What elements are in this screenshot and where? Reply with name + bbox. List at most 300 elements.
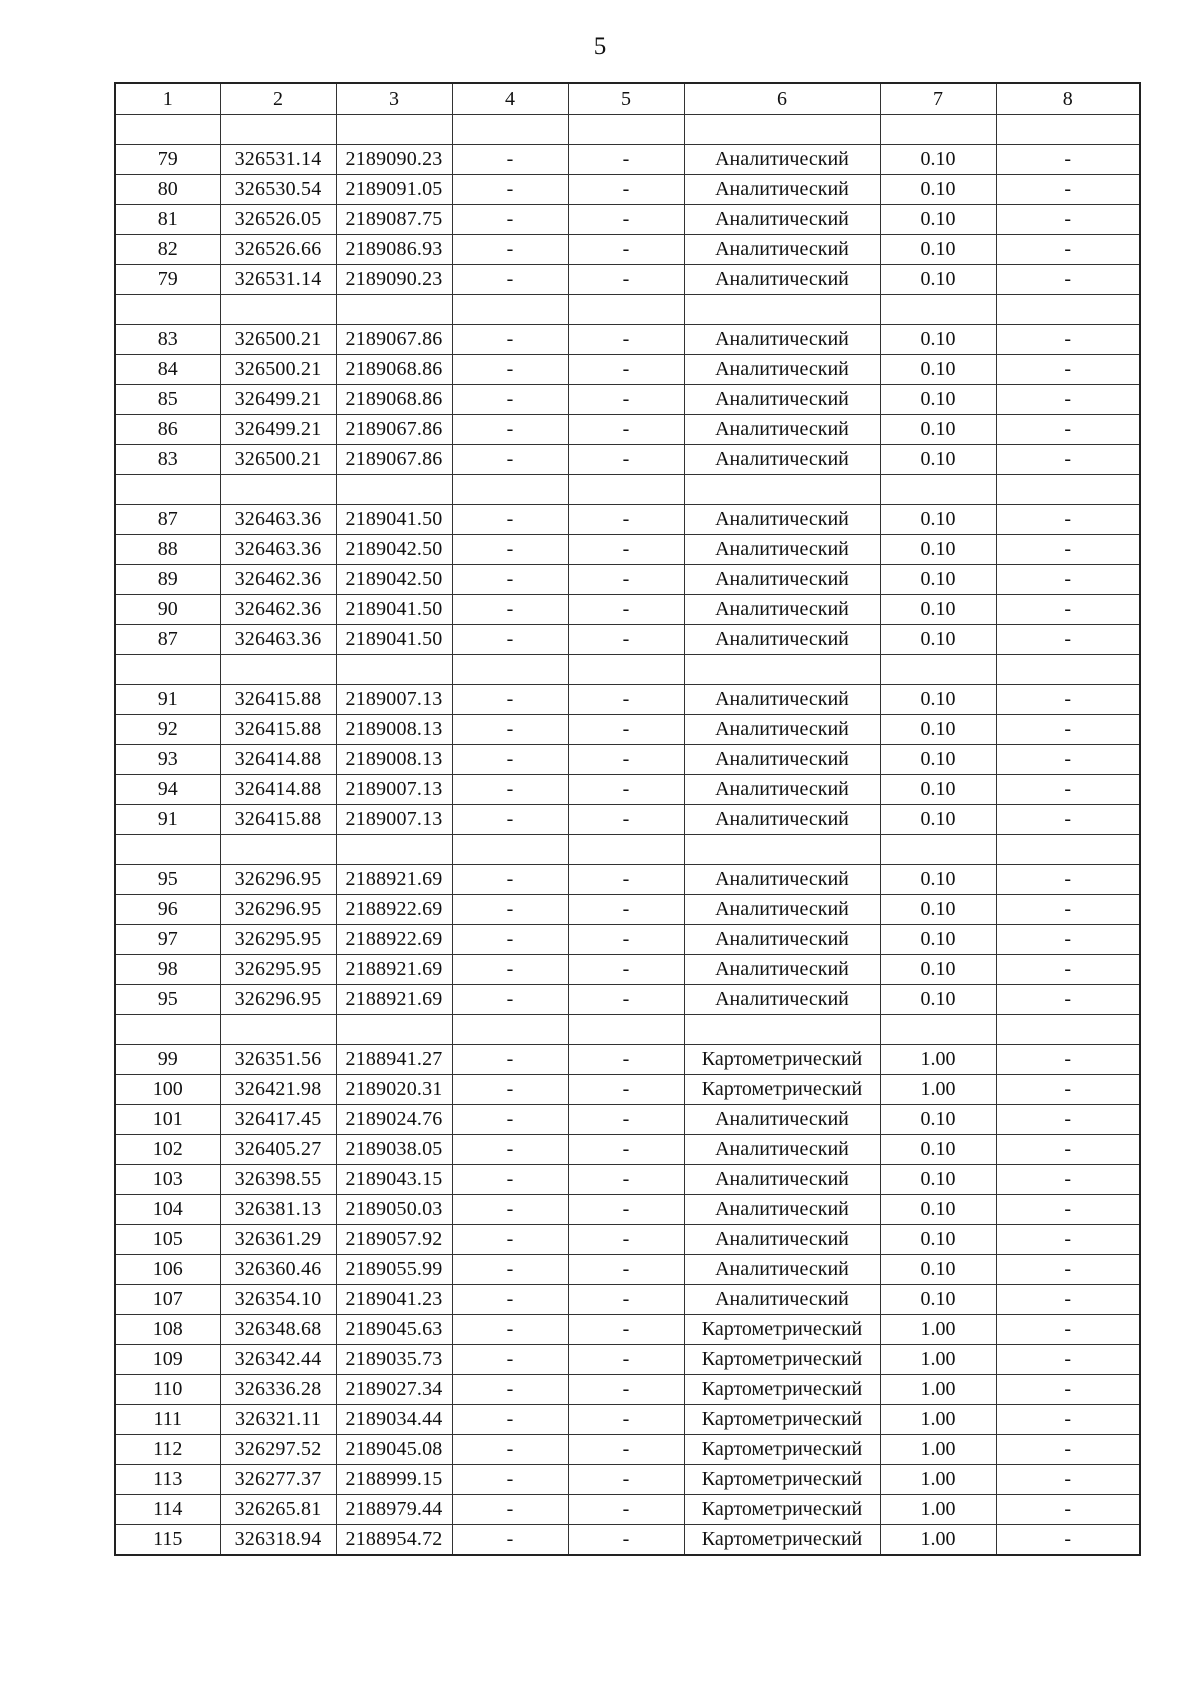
table-cell-col-4: - (452, 325, 568, 355)
table-separator-row (115, 655, 1140, 685)
table-cell-col-2: 326414.88 (220, 775, 336, 805)
table-cell-col-7: 1.00 (880, 1405, 996, 1435)
table-cell-col-3: 2189050.03 (336, 1195, 452, 1225)
table-cell-col-1: 96 (115, 895, 220, 925)
table-cell-col-4: - (452, 805, 568, 835)
table-separator-row (115, 295, 1140, 325)
table-cell-col-3: 2189090.23 (336, 145, 452, 175)
table-cell-col-8: - (996, 385, 1140, 415)
table-cell-col-8 (996, 655, 1140, 685)
table-row (115, 205, 1140, 235)
table-cell-col-5: - (568, 1135, 684, 1165)
table-cell-col-8 (996, 1015, 1140, 1045)
table-cell-col-5: - (568, 745, 684, 775)
table-cell-col-5: - (568, 565, 684, 595)
table-cell-col-1 (115, 475, 220, 505)
table-cell-col-2 (220, 835, 336, 865)
table-row (115, 775, 1140, 805)
table-cell-col-1: 100 (115, 1075, 220, 1105)
table-cell-col-8: - (996, 1375, 1140, 1405)
table-cell-col-4: - (452, 385, 568, 415)
table-cell-col-5: - (568, 175, 684, 205)
table-cell-col-5: - (568, 925, 684, 955)
table-cell-col-2 (220, 1015, 336, 1045)
table-cell-col-5: - (568, 895, 684, 925)
table-cell-col-5: - (568, 1255, 684, 1285)
table-cell-col-5: - (568, 685, 684, 715)
table-cell-col-8: - (996, 625, 1140, 655)
table-cell-col-7: 0.10 (880, 745, 996, 775)
table-cell-col-1: 107 (115, 1285, 220, 1315)
table-row (115, 1105, 1140, 1135)
table-cell-col-3: 2189007.13 (336, 685, 452, 715)
table-separator-row (115, 475, 1140, 505)
table-cell-col-8: - (996, 1135, 1140, 1165)
table-cell-col-5: - (568, 775, 684, 805)
table-cell-col-3: 2189045.63 (336, 1315, 452, 1345)
table-cell-col-7 (880, 1015, 996, 1045)
table-cell-col-2: 326500.21 (220, 355, 336, 385)
table-cell-col-1 (115, 295, 220, 325)
table-cell-col-4: - (452, 1075, 568, 1105)
table-cell-col-6: Аналитический (684, 865, 880, 895)
table-cell-col-3: 2189043.15 (336, 1165, 452, 1195)
table-row (115, 1165, 1140, 1195)
table-cell-col-4: - (452, 355, 568, 385)
table-cell-col-1: 90 (115, 595, 220, 625)
column-header-6: 6 (684, 83, 880, 115)
table-cell-col-1 (115, 1015, 220, 1045)
table-cell-col-4 (452, 295, 568, 325)
table-cell-col-2: 326415.88 (220, 805, 336, 835)
table-row (115, 1255, 1140, 1285)
table-cell-col-5: - (568, 1105, 684, 1135)
table-cell-col-6 (684, 1015, 880, 1045)
table-cell-col-6: Аналитический (684, 175, 880, 205)
table-cell-col-4: - (452, 1375, 568, 1405)
table-cell-col-4 (452, 115, 568, 145)
table-cell-col-2: 326296.95 (220, 895, 336, 925)
table-cell-col-2 (220, 115, 336, 145)
table-cell-col-3: 2188921.69 (336, 865, 452, 895)
table-row (115, 1315, 1140, 1345)
table-cell-col-2: 326499.21 (220, 415, 336, 445)
table-row (115, 1405, 1140, 1435)
table-cell-col-8: - (996, 235, 1140, 265)
column-header-3: 3 (336, 83, 452, 115)
table-cell-col-6: Аналитический (684, 205, 880, 235)
table-cell-col-7: 0.10 (880, 385, 996, 415)
table-cell-col-6: Картометрический (684, 1495, 880, 1525)
table-cell-col-4: - (452, 1105, 568, 1135)
table-cell-col-7: 0.10 (880, 1255, 996, 1285)
table-cell-col-4 (452, 475, 568, 505)
table-cell-col-5: - (568, 1075, 684, 1105)
table-cell-col-5: - (568, 805, 684, 835)
table-cell-col-3: 2189008.13 (336, 745, 452, 775)
table-cell-col-8: - (996, 745, 1140, 775)
table-cell-col-8: - (996, 415, 1140, 445)
table-cell-col-1: 82 (115, 235, 220, 265)
table-cell-col-8: - (996, 1315, 1140, 1345)
table-cell-col-3: 2189034.44 (336, 1405, 452, 1435)
table-row (115, 925, 1140, 955)
table-cell-col-1 (115, 835, 220, 865)
table-cell-col-1: 81 (115, 205, 220, 235)
table-cell-col-4: - (452, 715, 568, 745)
table-cell-col-7: 0.10 (880, 955, 996, 985)
table-cell-col-7: 0.10 (880, 895, 996, 925)
table-row (115, 985, 1140, 1015)
table-cell-col-7: 0.10 (880, 175, 996, 205)
table-cell-col-7: 0.10 (880, 205, 996, 235)
table-cell-col-5: - (568, 715, 684, 745)
table-row (115, 265, 1140, 295)
table-cell-col-3: 2189067.86 (336, 445, 452, 475)
table-cell-col-2: 326462.36 (220, 565, 336, 595)
table-cell-col-8: - (996, 955, 1140, 985)
table-cell-col-8: - (996, 355, 1140, 385)
table-row (115, 1135, 1140, 1165)
table-cell-col-2: 326398.55 (220, 1165, 336, 1195)
table-cell-col-7: 1.00 (880, 1045, 996, 1075)
table-cell-col-5: - (568, 325, 684, 355)
table-cell-col-2: 326277.37 (220, 1465, 336, 1495)
table-cell-col-2: 326296.95 (220, 985, 336, 1015)
table-cell-col-7: 0.10 (880, 925, 996, 955)
table-cell-col-7 (880, 115, 996, 145)
table-cell-col-5: - (568, 1465, 684, 1495)
table-cell-col-3: 2188941.27 (336, 1045, 452, 1075)
table-cell-col-6: Картометрический (684, 1525, 880, 1556)
table-cell-col-1: 112 (115, 1435, 220, 1465)
table-cell-col-1: 106 (115, 1255, 220, 1285)
table-row (115, 1345, 1140, 1375)
table-cell-col-3: 2189041.23 (336, 1285, 452, 1315)
coordinates-table (114, 82, 1141, 1556)
table-cell-col-5: - (568, 1525, 684, 1556)
table-cell-col-5: - (568, 1495, 684, 1525)
table-cell-col-6: Аналитический (684, 145, 880, 175)
table-cell-col-6: Аналитический (684, 1225, 880, 1255)
table-body (115, 115, 1140, 1556)
table-cell-col-8: - (996, 535, 1140, 565)
table-cell-col-3: 2189024.76 (336, 1105, 452, 1135)
table-cell-col-1: 84 (115, 355, 220, 385)
table-cell-col-4: - (452, 865, 568, 895)
table-row (115, 955, 1140, 985)
table-cell-col-6: Аналитический (684, 385, 880, 415)
table-cell-col-6: Аналитический (684, 355, 880, 385)
table-cell-col-1: 101 (115, 1105, 220, 1135)
table-cell-col-7: 0.10 (880, 595, 996, 625)
column-header-5: 5 (568, 83, 684, 115)
column-header-4: 4 (452, 83, 568, 115)
table-cell-col-2: 326500.21 (220, 325, 336, 355)
table-cell-col-3: 2188999.15 (336, 1465, 452, 1495)
table-row (115, 1375, 1140, 1405)
table-cell-col-3: 2189086.93 (336, 235, 452, 265)
table-cell-col-3: 2189067.86 (336, 415, 452, 445)
table-cell-col-6: Аналитический (684, 445, 880, 475)
table-cell-col-2: 326348.68 (220, 1315, 336, 1345)
table-cell-col-5: - (568, 535, 684, 565)
table-cell-col-8 (996, 295, 1140, 325)
table-cell-col-4 (452, 655, 568, 685)
table-cell-col-6: Аналитический (684, 775, 880, 805)
table-cell-col-6: Картометрический (684, 1345, 880, 1375)
table-cell-col-4: - (452, 505, 568, 535)
table-cell-col-8: - (996, 1525, 1140, 1556)
table-cell-col-7 (880, 475, 996, 505)
table-cell-col-8 (996, 475, 1140, 505)
table-cell-col-7 (880, 295, 996, 325)
table-cell-col-2: 326463.36 (220, 505, 336, 535)
table-cell-col-1: 87 (115, 505, 220, 535)
table-cell-col-7: 0.10 (880, 445, 996, 475)
table-cell-col-6: Аналитический (684, 745, 880, 775)
table-cell-col-7: 0.10 (880, 1285, 996, 1315)
table-cell-col-3: 2189035.73 (336, 1345, 452, 1375)
table-cell-col-2: 326526.66 (220, 235, 336, 265)
table-cell-col-2: 326381.13 (220, 1195, 336, 1225)
table-row (115, 1045, 1140, 1075)
table-cell-col-4: - (452, 955, 568, 985)
table-cell-col-2: 326463.36 (220, 535, 336, 565)
table-cell-col-5: - (568, 1345, 684, 1375)
table-cell-col-8: - (996, 1405, 1140, 1435)
table-cell-col-7: 0.10 (880, 775, 996, 805)
table-row (115, 145, 1140, 175)
table-cell-col-8: - (996, 1225, 1140, 1255)
table-cell-col-8: - (996, 1495, 1140, 1525)
column-header-1: 1 (115, 83, 220, 115)
table-cell-col-8: - (996, 505, 1140, 535)
table-cell-col-1: 95 (115, 865, 220, 895)
table-cell-col-4 (452, 835, 568, 865)
table-cell-col-8: - (996, 1165, 1140, 1195)
table-cell-col-8 (996, 115, 1140, 145)
table-cell-col-5: - (568, 1435, 684, 1465)
table-cell-col-6: Аналитический (684, 1105, 880, 1135)
table-cell-col-1: 108 (115, 1315, 220, 1345)
table-cell-col-6: Аналитический (684, 265, 880, 295)
table-cell-col-5: - (568, 235, 684, 265)
table-cell-col-3: 2188954.72 (336, 1525, 452, 1556)
table-cell-col-8: - (996, 715, 1140, 745)
table-cell-col-7: 1.00 (880, 1435, 996, 1465)
table-cell-col-7: 0.10 (880, 355, 996, 385)
table-cell-col-5: - (568, 1405, 684, 1435)
table-cell-col-2: 326351.56 (220, 1045, 336, 1075)
table-cell-col-4: - (452, 1255, 568, 1285)
table-row (115, 445, 1140, 475)
table-cell-col-3 (336, 655, 452, 685)
table-cell-col-3: 2189041.50 (336, 625, 452, 655)
table-cell-col-5: - (568, 1375, 684, 1405)
table-cell-col-2: 326342.44 (220, 1345, 336, 1375)
table-cell-col-8: - (996, 1345, 1140, 1375)
table-cell-col-6: Аналитический (684, 325, 880, 355)
table-cell-col-3: 2188921.69 (336, 955, 452, 985)
page-number: 5 (593, 33, 607, 60)
table-row (115, 505, 1140, 535)
table-cell-col-8: - (996, 1045, 1140, 1075)
table-cell-col-7: 0.10 (880, 535, 996, 565)
table-cell-col-5: - (568, 385, 684, 415)
table-row (115, 715, 1140, 745)
table-row (115, 235, 1140, 265)
table-cell-col-8: - (996, 445, 1140, 475)
table-cell-col-2: 326530.54 (220, 175, 336, 205)
table-cell-col-8: - (996, 1255, 1140, 1285)
table-row (115, 1195, 1140, 1225)
table-cell-col-2: 326265.81 (220, 1495, 336, 1525)
column-header-8: 8 (996, 83, 1140, 115)
table-cell-col-5: - (568, 265, 684, 295)
table-cell-col-4: - (452, 1165, 568, 1195)
table-cell-col-7: 1.00 (880, 1495, 996, 1525)
table-cell-col-7: 0.10 (880, 865, 996, 895)
table-cell-col-8: - (996, 805, 1140, 835)
column-header-7: 7 (880, 83, 996, 115)
table-cell-col-6: Картометрический (684, 1075, 880, 1105)
table-cell-col-5: - (568, 1315, 684, 1345)
table-cell-col-2: 326296.95 (220, 865, 336, 895)
table-cell-col-3: 2189045.08 (336, 1435, 452, 1465)
table-cell-col-8: - (996, 1075, 1140, 1105)
table-cell-col-2: 326463.36 (220, 625, 336, 655)
table-cell-col-3: 2189007.13 (336, 775, 452, 805)
table-cell-col-6: Аналитический (684, 595, 880, 625)
table-cell-col-2 (220, 655, 336, 685)
table-row (115, 805, 1140, 835)
table-cell-col-3: 2189038.05 (336, 1135, 452, 1165)
table-cell-col-6: Аналитический (684, 625, 880, 655)
table-cell-col-7 (880, 655, 996, 685)
table-cell-col-8: - (996, 205, 1140, 235)
table-cell-col-2: 326295.95 (220, 955, 336, 985)
table-cell-col-2: 326415.88 (220, 685, 336, 715)
table-cell-col-3: 2189042.50 (336, 535, 452, 565)
table-cell-col-4: - (452, 145, 568, 175)
table-cell-col-3: 2189042.50 (336, 565, 452, 595)
table-cell-col-1: 113 (115, 1465, 220, 1495)
table-cell-col-5: - (568, 445, 684, 475)
table-cell-col-2: 326318.94 (220, 1525, 336, 1556)
table-row (115, 325, 1140, 355)
table-cell-col-4: - (452, 445, 568, 475)
table-cell-col-1: 105 (115, 1225, 220, 1255)
table-row (115, 685, 1140, 715)
table-cell-col-1: 102 (115, 1135, 220, 1165)
table-row (115, 1435, 1140, 1465)
table-cell-col-4: - (452, 235, 568, 265)
table-cell-col-4: - (452, 1285, 568, 1315)
table-cell-col-5: - (568, 1195, 684, 1225)
table-cell-col-6: Аналитический (684, 1285, 880, 1315)
table-cell-col-6: Картометрический (684, 1435, 880, 1465)
table-row (115, 625, 1140, 655)
table-cell-col-3 (336, 115, 452, 145)
table-cell-col-1: 88 (115, 535, 220, 565)
table-cell-col-7: 1.00 (880, 1525, 996, 1556)
table-cell-col-3 (336, 835, 452, 865)
table-cell-col-8: - (996, 685, 1140, 715)
table-cell-col-6: Аналитический (684, 895, 880, 925)
table-cell-col-3 (336, 475, 452, 505)
table-row (115, 175, 1140, 205)
table-cell-col-1: 79 (115, 145, 220, 175)
table-cell-col-7: 0.10 (880, 685, 996, 715)
table-cell-col-4: - (452, 205, 568, 235)
table-cell-col-8: - (996, 1105, 1140, 1135)
table-cell-col-6: Аналитический (684, 565, 880, 595)
table-cell-col-7: 0.10 (880, 505, 996, 535)
table-cell-col-4: - (452, 265, 568, 295)
table-row (115, 595, 1140, 625)
table-cell-col-5 (568, 115, 684, 145)
table-cell-col-8: - (996, 1435, 1140, 1465)
table-cell-col-2: 326360.46 (220, 1255, 336, 1285)
table-cell-col-5: - (568, 1225, 684, 1255)
column-header-2: 2 (220, 83, 336, 115)
table-cell-col-2: 326417.45 (220, 1105, 336, 1135)
table-cell-col-5 (568, 655, 684, 685)
table-cell-col-7: 1.00 (880, 1315, 996, 1345)
table-cell-col-3: 2188922.69 (336, 895, 452, 925)
table-cell-col-6: Аналитический (684, 715, 880, 745)
table-cell-col-2: 326531.14 (220, 145, 336, 175)
table-cell-col-1: 109 (115, 1345, 220, 1375)
table-header-row (115, 83, 1140, 115)
table-cell-col-2: 326405.27 (220, 1135, 336, 1165)
table-cell-col-3: 2189090.23 (336, 265, 452, 295)
table-cell-col-1: 92 (115, 715, 220, 745)
table-cell-col-4: - (452, 1195, 568, 1225)
table-cell-col-5: - (568, 205, 684, 235)
table-cell-col-4: - (452, 625, 568, 655)
table-cell-col-1: 114 (115, 1495, 220, 1525)
table-cell-col-4: - (452, 1345, 568, 1375)
table-cell-col-5 (568, 1015, 684, 1045)
table-row (115, 1225, 1140, 1255)
table-cell-col-5: - (568, 1165, 684, 1195)
table-cell-col-4: - (452, 1435, 568, 1465)
table-row (115, 1285, 1140, 1315)
table-cell-col-3: 2189068.86 (336, 355, 452, 385)
table-cell-col-1: 104 (115, 1195, 220, 1225)
table-cell-col-8: - (996, 1465, 1140, 1495)
table-cell-col-1 (115, 115, 220, 145)
table-cell-col-7: 0.10 (880, 325, 996, 355)
table-cell-col-3: 2189041.50 (336, 505, 452, 535)
table-row (115, 535, 1140, 565)
table-cell-col-7: 0.10 (880, 1195, 996, 1225)
table-cell-col-8: - (996, 175, 1140, 205)
table-cell-col-6 (684, 295, 880, 325)
table-cell-col-6 (684, 835, 880, 865)
table-cell-col-6 (684, 655, 880, 685)
table-cell-col-4: - (452, 415, 568, 445)
table-cell-col-2: 326499.21 (220, 385, 336, 415)
table-cell-col-4: - (452, 1045, 568, 1075)
table-cell-col-1: 79 (115, 265, 220, 295)
table-cell-col-3: 2189068.86 (336, 385, 452, 415)
table-row (115, 1465, 1140, 1495)
table-cell-col-1: 97 (115, 925, 220, 955)
table-cell-col-7: 0.10 (880, 625, 996, 655)
